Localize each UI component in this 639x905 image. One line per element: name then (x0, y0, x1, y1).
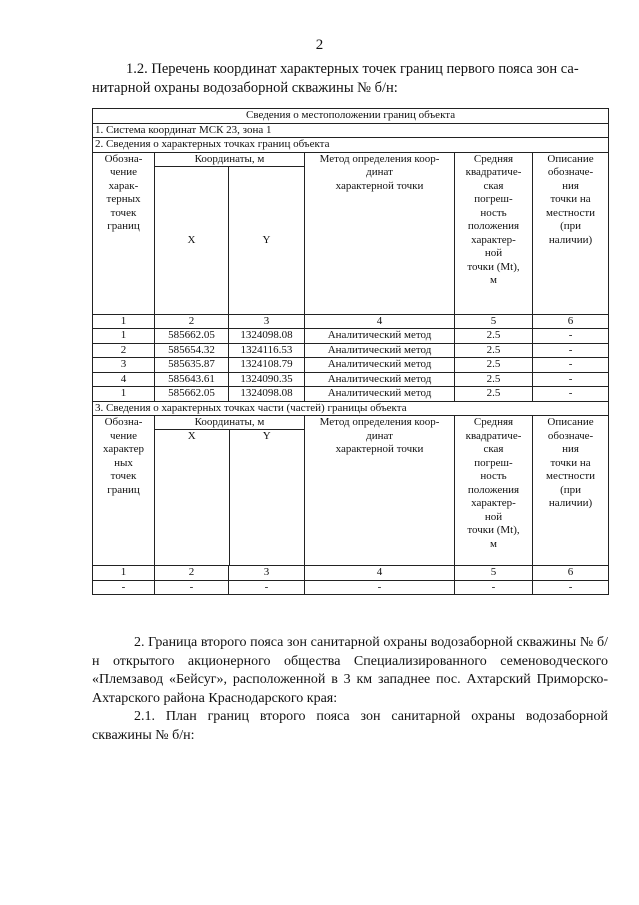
row-method: Аналитический метод (305, 358, 455, 373)
part-row-error: - (455, 580, 533, 595)
colnum-5: 5 (455, 314, 533, 329)
colnum-3: 3 (229, 314, 305, 329)
row-x: 585643.61 (155, 372, 229, 387)
row-error: 2.5 (455, 387, 533, 402)
row-desc: - (533, 372, 609, 387)
part-row-desc: - (533, 580, 609, 595)
row-point: 4 (93, 372, 155, 387)
colnum-6: 6 (533, 566, 609, 581)
header-description: Описание обозначе- ния точки на местности (при наличии) (533, 152, 609, 314)
row-point: 2 (93, 343, 155, 358)
section-heading (92, 60, 608, 98)
row-method: Аналитический метод (305, 329, 455, 344)
header-x-2: X (155, 430, 230, 565)
row-error: 2.5 (455, 343, 533, 358)
row-desc: - (533, 387, 609, 402)
row-point: 3 (93, 358, 155, 373)
row-method: Аналитический метод (305, 387, 455, 402)
header-coords-2: Координаты, м (155, 416, 304, 430)
table-title: Сведения о местоположении границ объекта (93, 109, 609, 124)
colnum-2: 2 (155, 566, 229, 581)
page-number: 2 (315, 37, 324, 53)
header-x: X (155, 167, 229, 315)
paragraph-2: 2. Граница второго пояса зон санитарной охраны водозаборной скважины № б/н открытого акционерного общества Специализированного семеноводческого «Племзавод «Бейсуг», расположенной в 3 км западнее пос. Ахтарский Приморско-Ахтарского района Краснодарского края: (92, 635, 608, 706)
coordinates-table (92, 108, 609, 595)
table-row (93, 580, 609, 595)
row-y: 1324098.08 (229, 329, 305, 344)
row-desc: - (533, 343, 609, 358)
heading-line-1: 1.2. Перечень координат характерных точек границ первого пояса зон са- (126, 61, 579, 77)
header-error-2: Средняя квадратиче- ская погреш- ность положения характер- ной точки (Mt), м (455, 416, 533, 566)
colnum-2: 2 (155, 314, 229, 329)
header-method: Метод определения коор- динат характерной точки (305, 152, 455, 314)
header-point-label: Обозна- чение харак- терных точек границ (93, 152, 155, 314)
header-coords-2-cell (155, 416, 305, 566)
part-row-method: - (305, 580, 455, 595)
table-row (93, 387, 609, 402)
part-row-y: - (229, 580, 305, 595)
row-y: 1324098.08 (229, 387, 305, 402)
header-y: Y (229, 167, 305, 315)
row-x: 585654.32 (155, 343, 229, 358)
table-row (93, 329, 609, 344)
coord-system-row: 1. Система координат МСК 23, зона 1 (93, 123, 609, 138)
section2-title: 2. Сведения о характерных точках границ объекта (93, 138, 609, 153)
header-coords: Координаты, м (155, 152, 305, 167)
table-row (93, 358, 609, 373)
colnum-6: 6 (533, 314, 609, 329)
row-desc: - (533, 329, 609, 344)
row-error: 2.5 (455, 329, 533, 344)
row-error: 2.5 (455, 372, 533, 387)
header-method-2: Метод определения коор- динат характерной точки (305, 416, 455, 566)
row-x: 585635.87 (155, 358, 229, 373)
colnum-1: 1 (93, 314, 155, 329)
row-point: 1 (93, 387, 155, 402)
row-y: 1324108.79 (229, 358, 305, 373)
row-desc: - (533, 358, 609, 373)
row-y: 1324116.53 (229, 343, 305, 358)
colnum-4: 4 (305, 314, 455, 329)
heading-line-2: нитарной охраны водозаборной скважины № б/н: (92, 80, 398, 96)
header-point-label-2: Обозна- чение характер ных точек границ (93, 416, 155, 566)
paragraph-2-1: 2.1. План границ второго пояса зон санитарной охраны водозаборной скважины № б/н: (92, 709, 608, 743)
colnum-5: 5 (455, 566, 533, 581)
row-point: 1 (93, 329, 155, 344)
section3-title: 3. Сведения о характерных точках части (частей) границы объекта (93, 401, 609, 416)
row-x: 585662.05 (155, 329, 229, 344)
colnum-4: 4 (305, 566, 455, 581)
header-description-2: Описание обозначе- ния точки на местности (при наличии) (533, 416, 609, 566)
table-row (93, 372, 609, 387)
row-method: Аналитический метод (305, 343, 455, 358)
colnum-1: 1 (93, 566, 155, 581)
row-error: 2.5 (455, 358, 533, 373)
part-row-x: - (155, 580, 229, 595)
header-y-2: Y (262, 430, 271, 442)
colnum-3: 3 (229, 566, 305, 581)
row-x: 585662.05 (155, 387, 229, 402)
row-y: 1324090.35 (229, 372, 305, 387)
part-row-point: - (93, 580, 155, 595)
header-error: Средняя квадратиче- ская погреш- ность положения характер- ной точки (Mt), м (455, 152, 533, 314)
table-row (93, 343, 609, 358)
row-method: Аналитический метод (305, 372, 455, 387)
